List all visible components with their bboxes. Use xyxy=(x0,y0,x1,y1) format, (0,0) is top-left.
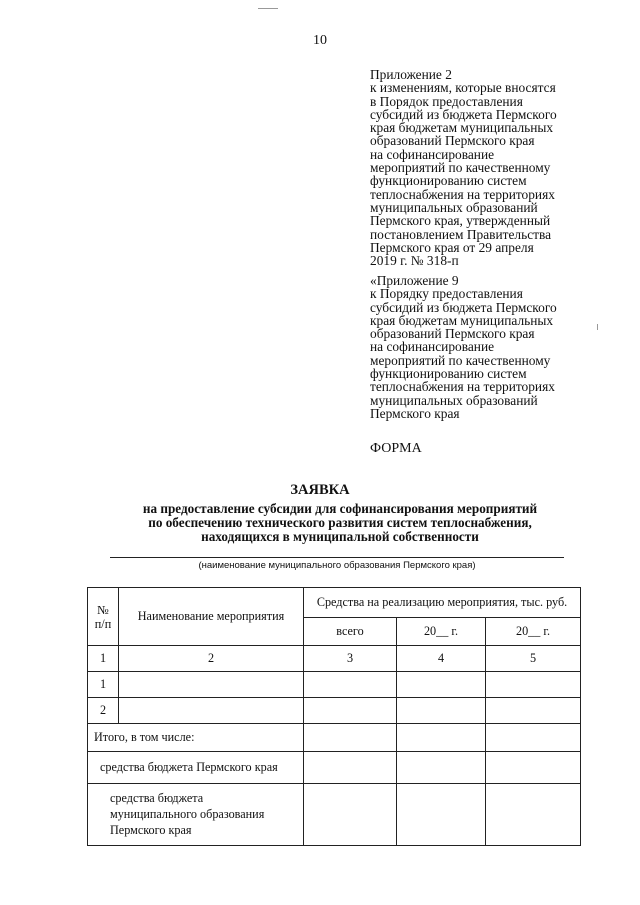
table-cell[interactable] xyxy=(119,698,304,724)
appendix-line: муниципальных образований xyxy=(370,392,538,408)
table-row xyxy=(88,698,581,724)
appendix-line: постановлением Правительства xyxy=(370,226,552,242)
appendix-line: Пермского края, утвержденный xyxy=(370,213,551,229)
table-cell[interactable] xyxy=(397,752,486,784)
total-row xyxy=(88,724,581,752)
row-number: 2 xyxy=(88,698,119,724)
form-label: ФОРМА xyxy=(370,441,422,456)
appendix-line: на софинансирование xyxy=(370,339,495,355)
appendix-line: теплоснабжения на территориях xyxy=(370,379,555,395)
appendix-line: образований Пермского края xyxy=(370,133,535,149)
municipality-name-caption: (наименование муниципального образования Пермского края) xyxy=(198,560,476,571)
scan-artifact xyxy=(597,324,598,330)
table-cell[interactable] xyxy=(397,672,486,698)
subheader-year-1: 20__ г. xyxy=(397,618,486,646)
table-cell[interactable] xyxy=(397,698,486,724)
subheader-total: всего xyxy=(304,618,397,646)
appendix-line: Пермского края от 29 апреля xyxy=(370,239,534,255)
document-subtitle xyxy=(60,502,620,544)
table-cell[interactable] xyxy=(304,752,397,784)
municipality-name-blank[interactable] xyxy=(110,557,564,558)
index-cell: 4 xyxy=(397,646,486,672)
appendix-line: образований Пермского края xyxy=(370,326,535,342)
appendix-line: в Порядок предоставления xyxy=(370,93,523,109)
municipal-budget-row xyxy=(88,784,581,846)
header-activity-name: Наименование мероприятия xyxy=(119,588,304,646)
appendix-9-header xyxy=(370,274,600,420)
subtitle-line: находящихся в муниципальной собственности xyxy=(201,529,479,544)
appendix-line: теплоснабжения на территориях xyxy=(370,186,555,202)
scan-artifact xyxy=(258,8,278,9)
appendix-line: функционированию систем xyxy=(370,366,527,382)
appendix-line: субсидий из бюджета Пермского xyxy=(370,299,557,315)
table-index-row xyxy=(88,646,581,672)
regional-budget-row xyxy=(88,752,581,784)
index-cell: 5 xyxy=(486,646,581,672)
table-cell[interactable] xyxy=(397,784,486,846)
table-cell[interactable] xyxy=(119,672,304,698)
table-cell[interactable] xyxy=(397,724,486,752)
subheader-year-2: 20__ г. xyxy=(486,618,581,646)
municipal-budget-label: средства бюджета муниципального образования Пермского края xyxy=(88,784,304,846)
appendix-line: субсидий из бюджета Пермского xyxy=(370,106,557,122)
appendix-line: края бюджетам муниципальных xyxy=(370,120,554,136)
row-number: 1 xyxy=(88,672,119,698)
appendix-line: мероприятий по качественному xyxy=(370,160,551,176)
regional-budget-label: средства бюджета Пермского края xyxy=(88,752,304,784)
table-cell[interactable] xyxy=(304,784,397,846)
appendix-line: мероприятий по качественному xyxy=(370,352,551,368)
subtitle-line: на предоставление субсидии для софинансирования мероприятий xyxy=(142,501,538,516)
appendix-line: муниципальных образований xyxy=(370,199,538,215)
appendix-2-header xyxy=(370,68,600,267)
application-table xyxy=(87,587,581,846)
header-number: № п/п xyxy=(88,588,119,646)
appendix-line: края бюджетам муниципальных xyxy=(370,312,554,328)
page-number: 10 xyxy=(313,33,327,48)
table-row xyxy=(88,672,581,698)
table-cell[interactable] xyxy=(486,752,581,784)
header-funds: Средства на реализацию мероприятия, тыс. руб. xyxy=(304,588,581,618)
appendix-line: Приложение 2 xyxy=(370,67,452,82)
appendix-line: на софинансирование xyxy=(370,146,495,162)
subtitle-line: по обеспечению технического развития систем теплоснабжения, xyxy=(148,515,532,530)
table-cell[interactable] xyxy=(486,698,581,724)
appendix-line: к Порядку предоставления xyxy=(370,286,523,302)
document-title: ЗАЯВКА xyxy=(290,482,350,498)
table-cell[interactable] xyxy=(304,698,397,724)
appendix-line: к изменениям, которые вносятся xyxy=(370,80,556,96)
table-cell[interactable] xyxy=(486,672,581,698)
index-cell: 2 xyxy=(119,646,304,672)
appendix-line: 2019 г. № 318-п xyxy=(370,253,459,269)
table-cell[interactable] xyxy=(304,724,397,752)
table-cell[interactable] xyxy=(486,724,581,752)
table-cell[interactable] xyxy=(486,784,581,846)
appendix-line: Пермского края xyxy=(370,405,460,421)
appendix-line: функционированию систем xyxy=(370,173,527,189)
index-cell: 3 xyxy=(304,646,397,672)
table-header-row xyxy=(88,588,581,618)
total-label: Итого, в том числе: xyxy=(88,724,304,752)
table-cell[interactable] xyxy=(304,672,397,698)
appendix-line: «Приложение 9 xyxy=(370,273,459,288)
index-cell: 1 xyxy=(88,646,119,672)
